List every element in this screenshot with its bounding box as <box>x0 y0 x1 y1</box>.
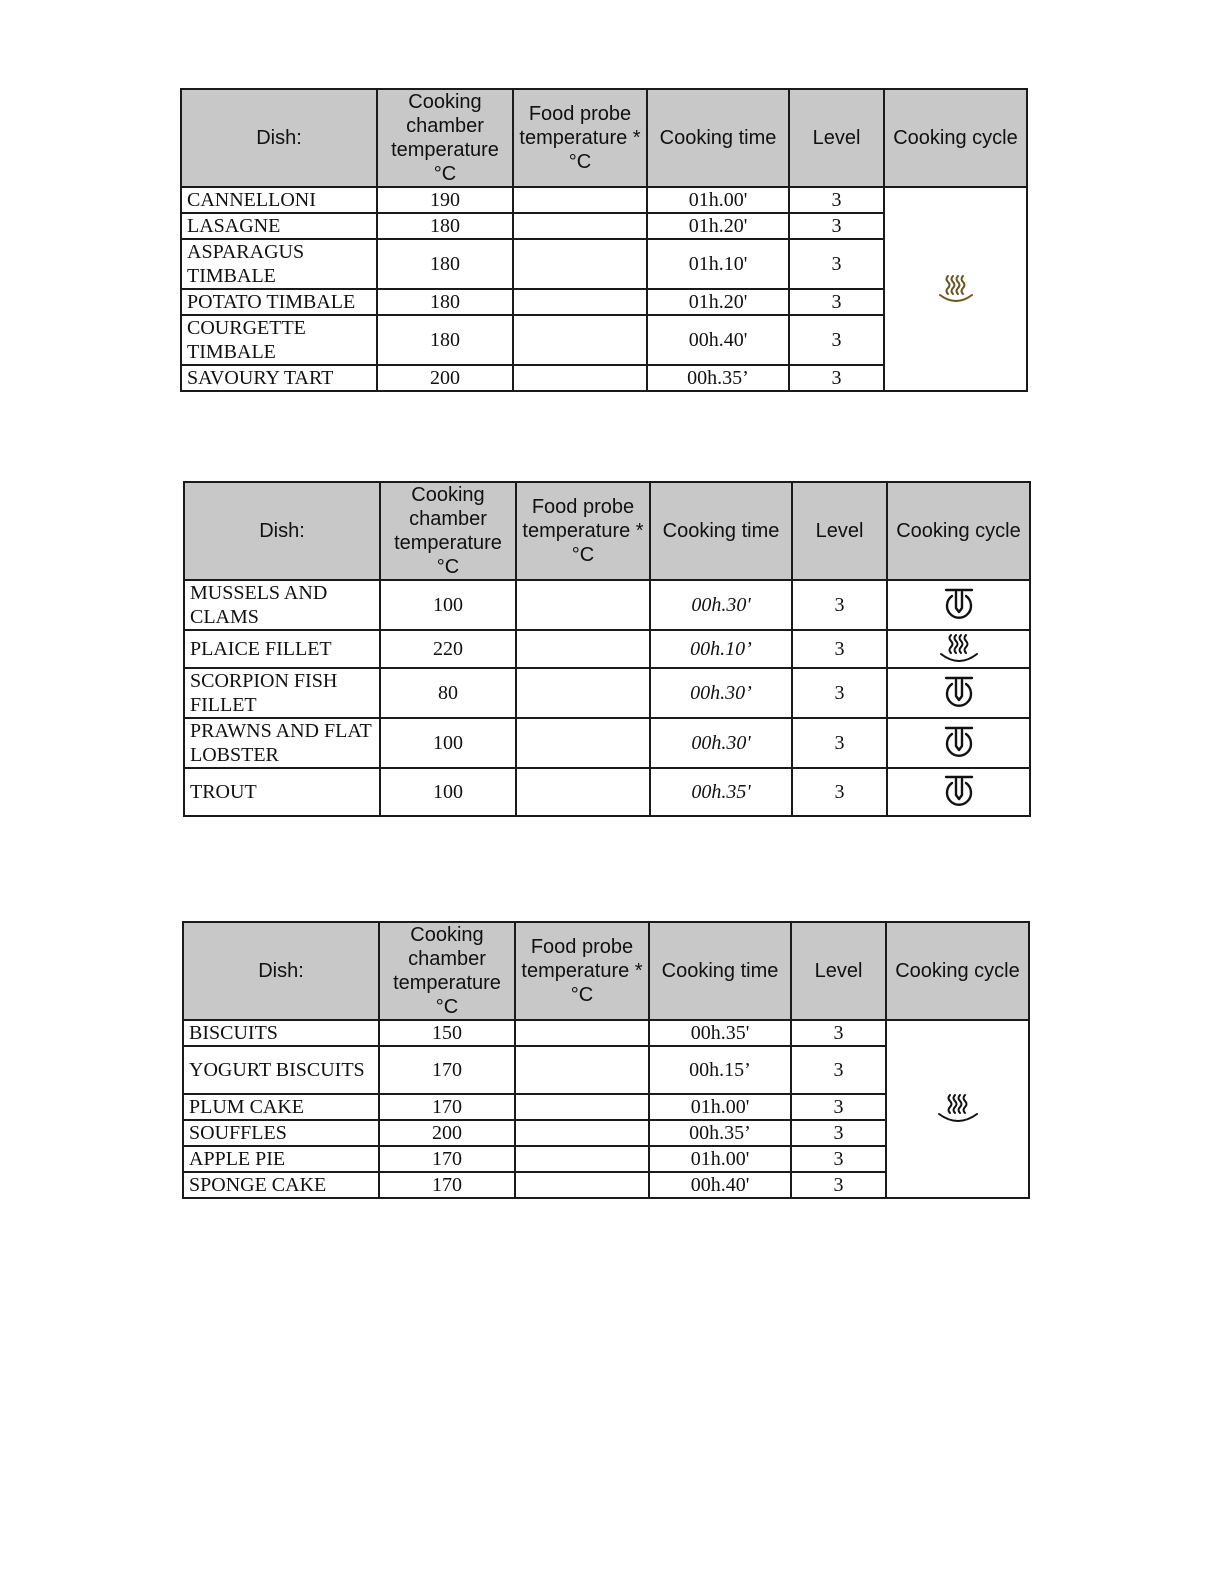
level-cell: 3 <box>791 1120 886 1146</box>
temp-cell: 170 <box>379 1146 515 1172</box>
table-row <box>184 668 1030 718</box>
temp-cell: 180 <box>377 239 513 289</box>
steam-cycle-icon <box>942 674 976 712</box>
level-cell: 3 <box>789 187 884 213</box>
probe-cell <box>516 580 650 630</box>
header-level: Level <box>791 922 886 1020</box>
table-row <box>181 187 1027 213</box>
temp-cell: 180 <box>377 289 513 315</box>
table-row <box>184 718 1030 768</box>
temp-cell: 190 <box>377 187 513 213</box>
header-row <box>183 922 1029 1020</box>
probe-cell <box>515 1120 649 1146</box>
header-cooking-time: Cooking time <box>650 482 792 580</box>
level-cell: 3 <box>789 365 884 391</box>
temp-cell: 100 <box>380 768 516 816</box>
level-cell: 3 <box>791 1020 886 1046</box>
time-cell: 00h.35' <box>650 768 792 816</box>
cooking-table-1 <box>180 88 1028 392</box>
level-cell: 3 <box>791 1172 886 1198</box>
temp-cell: 200 <box>377 365 513 391</box>
time-cell: 01h.20' <box>647 289 789 315</box>
probe-cell <box>513 365 647 391</box>
probe-cell <box>513 239 647 289</box>
level-cell: 3 <box>791 1046 886 1094</box>
header-cooking-cycle: Cooking cycle <box>887 482 1030 580</box>
temp-cell: 100 <box>380 718 516 768</box>
steam-cycle-icon <box>942 586 976 624</box>
header-probe-temp: Food probe temperature * °C <box>513 89 647 187</box>
time-cell: 00h.35’ <box>649 1120 791 1146</box>
dish-cell: APPLE PIE <box>183 1146 379 1172</box>
level-cell: 3 <box>789 289 884 315</box>
level-cell: 3 <box>789 239 884 289</box>
header-chamber-temp: Cooking chamber temperature °C <box>379 922 515 1020</box>
level-cell: 3 <box>789 213 884 239</box>
probe-cell <box>516 768 650 816</box>
steam-heat-icon <box>935 1091 981 1127</box>
header-dish: Dish: <box>183 922 379 1020</box>
level-cell: 3 <box>792 718 887 768</box>
time-cell: 00h.30' <box>650 718 792 768</box>
header-cooking-cycle: Cooking cycle <box>886 922 1029 1020</box>
cycle-cell <box>887 630 1030 668</box>
probe-cell <box>516 668 650 718</box>
cycle-cell <box>887 768 1030 816</box>
cycle-cell <box>887 718 1030 768</box>
probe-cell <box>513 213 647 239</box>
time-cell: 01h.00' <box>647 187 789 213</box>
header-row <box>184 482 1030 580</box>
dish-cell: TROUT <box>184 768 380 816</box>
time-cell: 00h.35' <box>649 1020 791 1046</box>
steam-heat-icon <box>937 632 981 666</box>
header-chamber-temp: Cooking chamber temperature °C <box>380 482 516 580</box>
cooking-table-2 <box>183 481 1031 817</box>
dish-cell: POTATO TIMBALE <box>181 289 377 315</box>
probe-cell <box>513 315 647 365</box>
dish-cell: ASPARAGUS TIMBALE <box>181 239 377 289</box>
cycle-cell <box>887 580 1030 630</box>
steam-cycle-icon <box>942 773 976 811</box>
probe-cell <box>515 1020 649 1046</box>
cooking-table-3 <box>182 921 1030 1199</box>
time-cell: 00h.15’ <box>649 1046 791 1094</box>
probe-cell <box>515 1172 649 1198</box>
time-cell: 00h.35’ <box>647 365 789 391</box>
dish-cell: PRAWNS AND FLAT LOBSTER <box>184 718 380 768</box>
time-cell: 00h.40' <box>647 315 789 365</box>
dish-cell: CANNELLONI <box>181 187 377 213</box>
time-cell: 00h.10’ <box>650 630 792 668</box>
time-cell: 00h.30’ <box>650 668 792 718</box>
dish-cell: LASAGNE <box>181 213 377 239</box>
dish-cell: BISCUITS <box>183 1020 379 1046</box>
header-cooking-cycle: Cooking cycle <box>884 89 1027 187</box>
table-row <box>184 768 1030 816</box>
level-cell: 3 <box>792 580 887 630</box>
header-probe-temp: Food probe temperature * °C <box>515 922 649 1020</box>
temp-cell: 170 <box>379 1046 515 1094</box>
dish-cell: SOUFFLES <box>183 1120 379 1146</box>
temp-cell: 220 <box>380 630 516 668</box>
probe-cell <box>513 289 647 315</box>
cycle-cell <box>884 187 1027 391</box>
cycle-cell <box>886 1020 1029 1198</box>
dish-cell: SAVOURY TART <box>181 365 377 391</box>
time-cell: 01h.10' <box>647 239 789 289</box>
probe-cell <box>515 1146 649 1172</box>
temp-cell: 80 <box>380 668 516 718</box>
dish-cell: PLAICE FILLET <box>184 630 380 668</box>
header-row <box>181 89 1027 187</box>
temp-cell: 180 <box>377 315 513 365</box>
probe-cell <box>513 187 647 213</box>
header-level: Level <box>789 89 884 187</box>
table-row <box>184 630 1030 668</box>
header-dish: Dish: <box>184 482 380 580</box>
level-cell: 3 <box>792 630 887 668</box>
header-probe-temp: Food probe temperature * °C <box>516 482 650 580</box>
table-row <box>183 1020 1029 1046</box>
dish-cell: MUSSELS AND CLAMS <box>184 580 380 630</box>
probe-cell <box>516 718 650 768</box>
level-cell: 3 <box>791 1094 886 1120</box>
time-cell: 00h.40' <box>649 1172 791 1198</box>
level-cell: 3 <box>791 1146 886 1172</box>
temp-cell: 170 <box>379 1172 515 1198</box>
dish-cell: SCORPION FISH FILLET <box>184 668 380 718</box>
header-chamber-temp: Cooking chamber temperature °C <box>377 89 513 187</box>
time-cell: 01h.00' <box>649 1146 791 1172</box>
time-cell: 01h.00' <box>649 1094 791 1120</box>
probe-cell <box>515 1094 649 1120</box>
level-cell: 3 <box>792 668 887 718</box>
temp-cell: 200 <box>379 1120 515 1146</box>
temp-cell: 180 <box>377 213 513 239</box>
dish-cell: PLUM CAKE <box>183 1094 379 1120</box>
probe-cell <box>515 1046 649 1094</box>
dish-cell: SPONGE CAKE <box>183 1172 379 1198</box>
temp-cell: 150 <box>379 1020 515 1046</box>
temp-cell: 100 <box>380 580 516 630</box>
steam-heat-icon <box>936 271 976 307</box>
header-cooking-time: Cooking time <box>649 922 791 1020</box>
table-row <box>184 580 1030 630</box>
steam-cycle-icon <box>942 724 976 762</box>
temp-cell: 170 <box>379 1094 515 1120</box>
time-cell: 00h.30' <box>650 580 792 630</box>
header-level: Level <box>792 482 887 580</box>
time-cell: 01h.20' <box>647 213 789 239</box>
cycle-cell <box>887 668 1030 718</box>
dish-cell: YOGURT BISCUITS <box>183 1046 379 1094</box>
probe-cell <box>516 630 650 668</box>
level-cell: 3 <box>792 768 887 816</box>
header-cooking-time: Cooking time <box>647 89 789 187</box>
dish-cell: COURGETTE TIMBALE <box>181 315 377 365</box>
level-cell: 3 <box>789 315 884 365</box>
header-dish: Dish: <box>181 89 377 187</box>
